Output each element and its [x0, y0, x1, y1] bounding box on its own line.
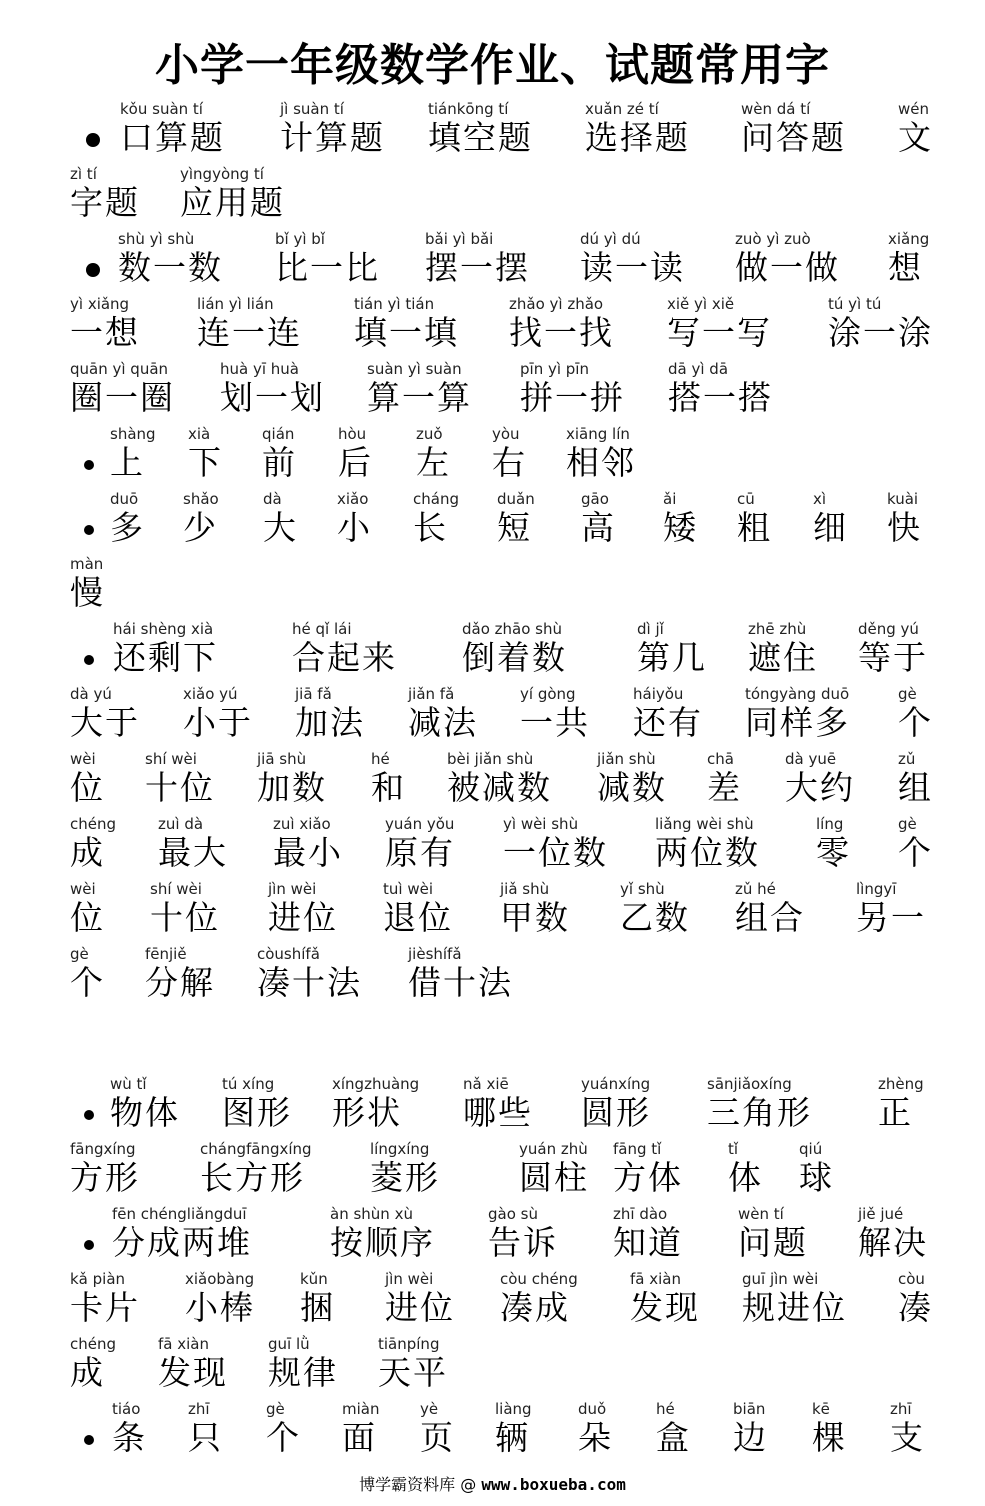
hanzi: 盒 [656, 1418, 691, 1457]
pinyin: yìngyòng tí [180, 165, 264, 183]
hanzi: 个 [266, 1418, 301, 1457]
word-line [0, 555, 985, 619]
pinyin: tú xíng [222, 1075, 275, 1093]
hanzi: 最大 [158, 833, 228, 872]
pinyin: jìn wèi [268, 880, 317, 898]
pinyin: jì suàn tí [280, 100, 344, 118]
hanzi: 支 [890, 1418, 925, 1457]
pinyin: zuì dà [158, 815, 204, 833]
hanzi: 圆柱 [519, 1158, 589, 1197]
bullet-dot [84, 1240, 94, 1250]
pinyin: yuán yǒu [385, 815, 455, 833]
bullet-dot [84, 460, 94, 470]
pinyin: còu [898, 1270, 925, 1288]
pinyin: bèi jiǎn shù [447, 750, 534, 768]
bullet-dot [84, 1435, 94, 1445]
pinyin: gè [266, 1400, 285, 1418]
hanzi: 细 [813, 508, 848, 547]
pinyin: guī lǜ [268, 1335, 310, 1353]
pinyin: dú yì dú [580, 230, 641, 248]
hanzi: 十位 [145, 768, 215, 807]
hanzi: 解决 [858, 1223, 928, 1262]
pinyin: cháng [413, 490, 459, 508]
hanzi: 搭一搭 [668, 378, 773, 417]
pinyin: biān [733, 1400, 766, 1418]
hanzi: 小棒 [185, 1288, 255, 1327]
pinyin: háiyǒu [633, 685, 684, 703]
pinyin: děng yú [858, 620, 919, 638]
hanzi: 应用题 [180, 183, 285, 222]
pinyin: shù yì shù [118, 230, 195, 248]
pinyin: tú yì tú [828, 295, 882, 313]
pinyin: zuì xiǎo [273, 815, 331, 833]
hanzi: 减数 [597, 768, 667, 807]
pinyin: liàng [495, 1400, 532, 1418]
word-line [0, 490, 985, 554]
footer-brand: 博学霸资料库 [359, 1475, 456, 1494]
hanzi: 分成两堆 [112, 1223, 252, 1262]
pinyin: dà yuē [785, 750, 837, 768]
hanzi: 组合 [735, 898, 805, 937]
pinyin: dà [263, 490, 282, 508]
bullet-dot [84, 525, 94, 535]
pinyin: dì jǐ [637, 620, 664, 638]
pinyin: kǔn [300, 1270, 328, 1288]
pinyin: nǎ xiē [463, 1075, 509, 1093]
pinyin: hé qǐ lái [292, 620, 352, 638]
hanzi: 遮住 [748, 638, 818, 677]
hanzi: 天平 [378, 1353, 448, 1392]
pinyin: yí gòng [520, 685, 576, 703]
pinyin: zhī [188, 1400, 210, 1418]
hanzi: 辆 [495, 1418, 530, 1457]
pinyin: duǒ [578, 1400, 607, 1418]
hanzi: 一想 [70, 313, 140, 352]
hanzi: 填空题 [428, 118, 533, 157]
hanzi: 拼一拼 [520, 378, 625, 417]
pinyin: kuài [887, 490, 919, 508]
pinyin: tuì wèi [383, 880, 433, 898]
hanzi: 涂一涂 [828, 313, 933, 352]
pinyin: xiě yì xiě [667, 295, 735, 313]
pinyin: lìngyī [856, 880, 897, 898]
pinyin: pīn yì pīn [520, 360, 589, 378]
pinyin: xíngzhuàng [332, 1075, 420, 1093]
hanzi: 口算题 [120, 118, 225, 157]
pinyin: bǐ yì bǐ [275, 230, 325, 248]
hanzi: 连一连 [197, 313, 302, 352]
footer [0, 1474, 985, 1496]
hanzi: 被减数 [447, 768, 552, 807]
hanzi: 同样多 [745, 703, 850, 742]
hanzi: 相邻 [566, 443, 636, 482]
pinyin: còu chéng [500, 1270, 578, 1288]
hanzi: 数一数 [118, 248, 223, 287]
hanzi: 找一找 [509, 313, 614, 352]
hanzi: 后 [338, 443, 373, 482]
bullet-dot [84, 655, 94, 665]
hanzi: 成 [70, 833, 105, 872]
pinyin: jiā fǎ [295, 685, 332, 703]
hanzi: 按顺序 [330, 1223, 435, 1262]
pinyin: àn shùn xù [330, 1205, 413, 1223]
pinyin: wèn tí [738, 1205, 784, 1223]
hanzi: 知道 [613, 1223, 683, 1262]
hanzi: 个 [898, 833, 933, 872]
pinyin: wèi [70, 880, 96, 898]
hanzi: 右 [492, 443, 527, 482]
hanzi: 乙数 [620, 898, 690, 937]
hanzi: 球 [799, 1158, 834, 1197]
pinyin: zǔ hé [735, 880, 776, 898]
pinyin: yì xiǎng [70, 295, 130, 313]
word-line [0, 1335, 985, 1399]
pinyin: xiǎo yú [183, 685, 238, 703]
hanzi: 物体 [110, 1093, 180, 1132]
pinyin: xiǎo [337, 490, 369, 508]
pinyin: wén [898, 100, 930, 118]
pinyin: lián yì lián [197, 295, 274, 313]
hanzi: 正 [878, 1093, 913, 1132]
hanzi: 零 [816, 833, 851, 872]
pinyin: chā [707, 750, 734, 768]
word-line [0, 620, 985, 684]
footer-site: www.boxueba.com [481, 1475, 626, 1494]
hanzi: 最小 [273, 833, 343, 872]
hanzi: 棵 [812, 1418, 847, 1457]
hanzi: 大于 [70, 703, 140, 742]
pinyin: gào sù [488, 1205, 538, 1223]
hanzi: 大约 [785, 768, 855, 807]
footer-separator: @ [460, 1475, 477, 1494]
hanzi: 等于 [858, 638, 928, 677]
hanzi: 长方形 [200, 1158, 305, 1197]
word-line [0, 295, 985, 359]
word-line [0, 425, 985, 489]
hanzi: 告诉 [488, 1223, 558, 1262]
hanzi: 三角形 [707, 1093, 812, 1132]
pinyin: hé [371, 750, 390, 768]
word-line [0, 945, 985, 1009]
hanzi: 甲数 [500, 898, 570, 937]
word-line [0, 360, 985, 424]
pinyin: yuánxíng [581, 1075, 651, 1093]
hanzi: 方形 [70, 1158, 140, 1197]
hanzi: 想 [888, 248, 923, 287]
hanzi: 选择题 [585, 118, 690, 157]
pinyin: dā yì dā [668, 360, 729, 378]
hanzi: 退位 [383, 898, 453, 937]
hanzi: 矮 [663, 508, 698, 547]
pinyin: jiě jué [858, 1205, 904, 1223]
pinyin: xiǎng [888, 230, 930, 248]
pinyin: líng [816, 815, 844, 833]
pinyin: xiǎobàng [185, 1270, 255, 1288]
hanzi: 图形 [222, 1093, 292, 1132]
pinyin: xià [188, 425, 211, 443]
hanzi: 小 [337, 508, 372, 547]
pinyin: zhèng [878, 1075, 924, 1093]
pinyin: fēn chéngliǎngduī [112, 1205, 247, 1223]
pinyin: zǔ [898, 750, 916, 768]
word-line [0, 685, 985, 749]
pinyin: jiā shù [257, 750, 307, 768]
hanzi: 捆 [300, 1288, 335, 1327]
pinyin: fēnjiě [145, 945, 187, 963]
hanzi: 个 [898, 703, 933, 742]
hanzi: 还有 [633, 703, 703, 742]
hanzi: 下 [188, 443, 223, 482]
hanzi: 页 [420, 1418, 455, 1457]
hanzi: 发现 [158, 1353, 228, 1392]
hanzi: 体 [728, 1158, 763, 1197]
hanzi: 上 [110, 443, 145, 482]
hanzi: 朵 [578, 1418, 613, 1457]
hanzi: 文 [898, 118, 933, 157]
hanzi: 大 [263, 508, 298, 547]
pinyin: zhī [890, 1400, 912, 1418]
pinyin: suàn yì suàn [367, 360, 462, 378]
word-line [0, 165, 985, 229]
pinyin: dǎo zhāo shù [462, 620, 563, 638]
page-title: 小学一年级数学作业、试题常用字 [155, 40, 830, 91]
pinyin: gāo [581, 490, 609, 508]
word-line [0, 100, 985, 164]
hanzi: 填一填 [354, 313, 459, 352]
pinyin: tián yì tián [354, 295, 435, 313]
hanzi: 两位数 [655, 833, 760, 872]
pinyin: língxíng [370, 1140, 430, 1158]
pinyin: shǎo [183, 490, 219, 508]
hanzi: 多 [110, 508, 145, 547]
hanzi: 十位 [150, 898, 220, 937]
pinyin: fāng tǐ [613, 1140, 662, 1158]
pinyin: duǎn [497, 490, 535, 508]
pinyin: ǎi [663, 490, 677, 508]
pinyin: fā xiàn [630, 1270, 681, 1288]
hanzi: 位 [70, 768, 105, 807]
pinyin: jiǎn fǎ [408, 685, 455, 703]
hanzi: 做一做 [735, 248, 840, 287]
pinyin: zuò yì zuò [735, 230, 811, 248]
hanzi: 方体 [613, 1158, 683, 1197]
word-line [0, 1400, 985, 1464]
word-line [0, 1140, 985, 1204]
hanzi: 圈一圈 [70, 378, 175, 417]
word-line [0, 750, 985, 814]
hanzi: 短 [497, 508, 532, 547]
hanzi: 差 [707, 768, 742, 807]
hanzi: 规进位 [742, 1288, 847, 1327]
pinyin: chéng [70, 1335, 117, 1353]
hanzi: 加法 [295, 703, 365, 742]
pinyin: wèn dá tí [741, 100, 811, 118]
word-line [0, 1075, 985, 1139]
hanzi: 小于 [183, 703, 253, 742]
hanzi: 倒着数 [462, 638, 567, 677]
word-line [0, 1205, 985, 1269]
pinyin: yè [420, 1400, 439, 1418]
pinyin: wèi [70, 750, 96, 768]
pinyin: fā xiàn [158, 1335, 209, 1353]
bullet-dot [86, 263, 100, 277]
pinyin: huà yī huà [220, 360, 299, 378]
hanzi: 计算题 [280, 118, 385, 157]
pinyin: liǎng wèi shù [655, 815, 754, 833]
pinyin: yuán zhù [519, 1140, 588, 1158]
hanzi: 凑成 [500, 1288, 570, 1327]
hanzi: 进位 [268, 898, 338, 937]
hanzi: 算一算 [367, 378, 472, 417]
hanzi: 比一比 [275, 248, 380, 287]
hanzi: 组 [898, 768, 933, 807]
pinyin: yòu [492, 425, 520, 443]
pinyin: còushífǎ [257, 945, 320, 963]
pinyin: kē [812, 1400, 830, 1418]
hanzi: 粗 [737, 508, 772, 547]
pinyin: gè [898, 815, 917, 833]
hanzi: 只 [188, 1418, 223, 1457]
hanzi: 进位 [385, 1288, 455, 1327]
pinyin: gè [898, 685, 917, 703]
pinyin: shí wèi [150, 880, 202, 898]
pinyin: jiǎn shù [597, 750, 656, 768]
pinyin: qián [262, 425, 295, 443]
pinyin: kǒu suàn tí [120, 100, 203, 118]
pinyin: zhē zhù [748, 620, 807, 638]
word-line [0, 880, 985, 944]
hanzi: 字题 [70, 183, 140, 222]
pinyin: tiáo [112, 1400, 141, 1418]
hanzi: 一位数 [503, 833, 608, 872]
hanzi: 圆形 [581, 1093, 651, 1132]
pinyin: dà yú [70, 685, 112, 703]
pinyin: qiú [799, 1140, 823, 1158]
pinyin: shàng [110, 425, 156, 443]
hanzi: 第几 [637, 638, 707, 677]
pinyin: tiánkōng tí [428, 100, 509, 118]
pinyin: yǐ shù [620, 880, 665, 898]
pinyin: wù tǐ [110, 1075, 147, 1093]
hanzi: 原有 [385, 833, 455, 872]
hanzi: 还剩下 [113, 638, 218, 677]
pinyin: kǎ piàn [70, 1270, 126, 1288]
hanzi: 位 [70, 898, 105, 937]
hanzi: 加数 [257, 768, 327, 807]
pinyin: hái shèng xià [113, 620, 214, 638]
hanzi: 划一划 [220, 378, 325, 417]
hanzi: 凑十法 [257, 963, 362, 1002]
pinyin: xì [813, 490, 827, 508]
hanzi: 菱形 [370, 1158, 440, 1197]
hanzi: 哪些 [463, 1093, 533, 1132]
hanzi: 个 [70, 963, 105, 1002]
pinyin: fāngxíng [70, 1140, 136, 1158]
hanzi: 卡片 [70, 1288, 140, 1327]
pinyin: sānjiǎoxíng [707, 1075, 792, 1093]
hanzi: 面 [342, 1418, 377, 1457]
pinyin: miàn [342, 1400, 380, 1418]
pinyin: duō [110, 490, 139, 508]
hanzi: 少 [183, 508, 218, 547]
pinyin: hé [656, 1400, 675, 1418]
hanzi: 发现 [630, 1288, 700, 1327]
pinyin: tóngyàng duō [745, 685, 850, 703]
pinyin: jièshífǎ [408, 945, 462, 963]
bullet-dot [86, 133, 100, 147]
pinyin: chángfāngxíng [200, 1140, 312, 1158]
hanzi: 摆一摆 [425, 248, 530, 287]
hanzi: 成 [70, 1353, 105, 1392]
hanzi: 和 [371, 768, 406, 807]
hanzi: 一共 [520, 703, 590, 742]
pinyin: zì tí [70, 165, 97, 183]
hanzi: 前 [262, 443, 297, 482]
pinyin: tiānpíng [378, 1335, 440, 1353]
pinyin: xuǎn zé tí [585, 100, 659, 118]
pinyin: bǎi yì bǎi [425, 230, 494, 248]
hanzi: 长 [413, 508, 448, 547]
hanzi: 另一 [856, 898, 926, 937]
hanzi: 左 [416, 443, 451, 482]
pinyin: jiǎ shù [500, 880, 550, 898]
pinyin: tǐ [728, 1140, 739, 1158]
hanzi: 问答题 [741, 118, 846, 157]
pinyin: guī jìn wèi [742, 1270, 819, 1288]
hanzi: 借十法 [408, 963, 513, 1002]
pinyin: hòu [338, 425, 367, 443]
pinyin: zhǎo yì zhǎo [509, 295, 604, 313]
bullet-dot [84, 1110, 94, 1120]
pinyin: yì wèi shù [503, 815, 579, 833]
hanzi: 分解 [145, 963, 215, 1002]
hanzi: 凑 [898, 1288, 933, 1327]
hanzi: 合起来 [292, 638, 397, 677]
hanzi: 条 [112, 1418, 147, 1457]
word-line [0, 815, 985, 879]
hanzi: 形状 [332, 1093, 402, 1132]
hanzi: 高 [581, 508, 616, 547]
pinyin: màn [70, 555, 104, 573]
pinyin: chéng [70, 815, 117, 833]
pinyin: shí wèi [145, 750, 197, 768]
hanzi: 问题 [738, 1223, 808, 1262]
pinyin: jìn wèi [385, 1270, 434, 1288]
hanzi: 写一写 [667, 313, 772, 352]
word-line [0, 230, 985, 294]
hanzi: 减法 [408, 703, 478, 742]
hanzi: 快 [887, 508, 922, 547]
pinyin: cū [737, 490, 755, 508]
hanzi: 规律 [268, 1353, 338, 1392]
pinyin: zuǒ [416, 425, 443, 443]
hanzi: 读一读 [580, 248, 685, 287]
pinyin: quān yì quān [70, 360, 169, 378]
pinyin: zhī dào [613, 1205, 668, 1223]
pinyin: xiāng lín [566, 425, 630, 443]
word-line [0, 1270, 985, 1334]
hanzi: 边 [733, 1418, 768, 1457]
hanzi: 慢 [70, 573, 105, 612]
pinyin: gè [70, 945, 89, 963]
